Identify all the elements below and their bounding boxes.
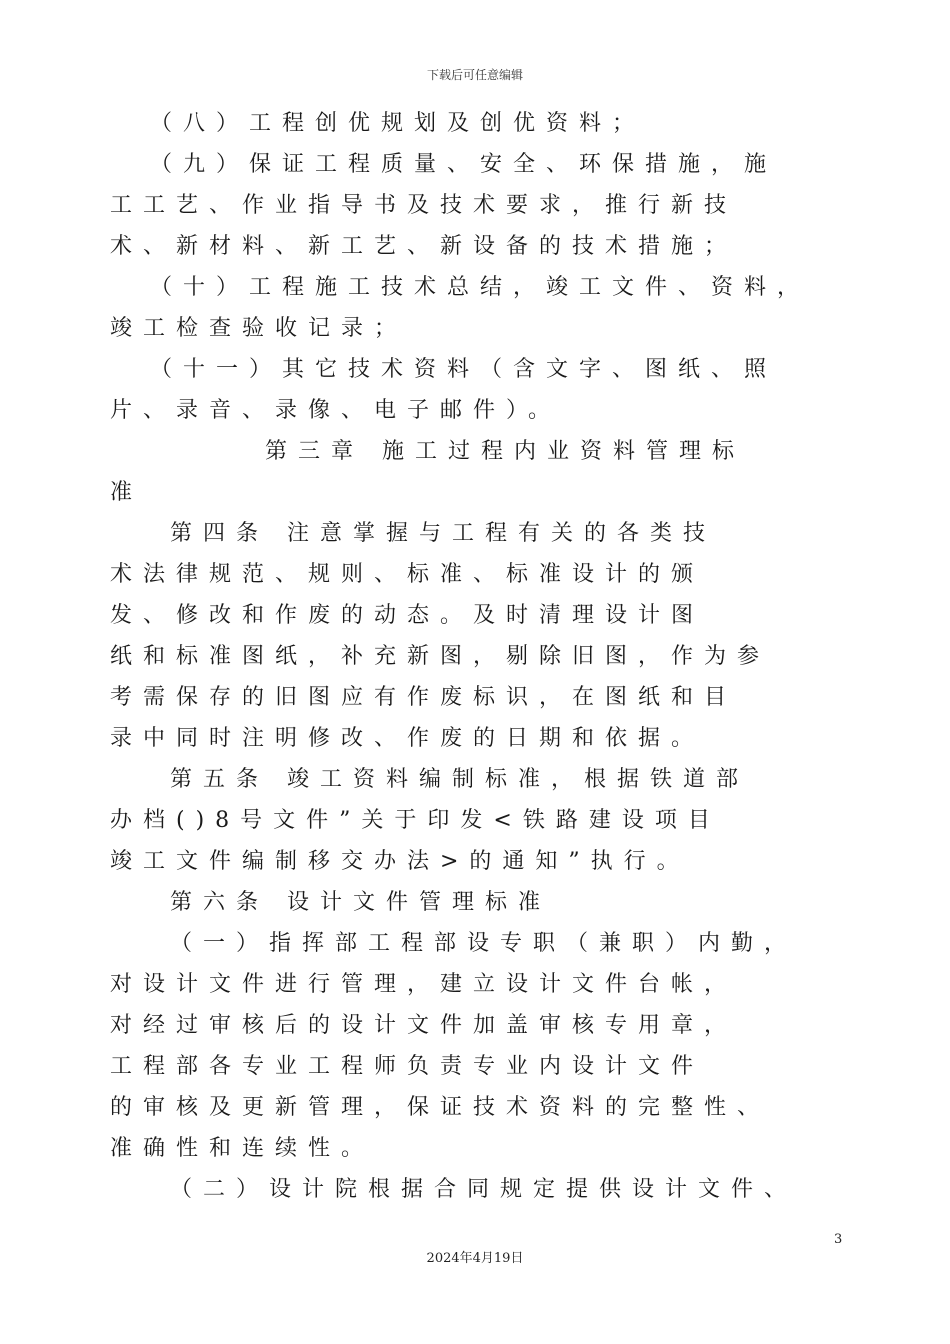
chapter-heading-continued: 准 <box>110 480 144 505</box>
text-line: （九）保证工程质量、安全、环保措施，施 <box>150 152 778 177</box>
text-line: 对经过审核后的设计文件加盖审核专用章， <box>110 1013 738 1038</box>
text-line: 办档()8号文件”关于印发<铁路建设项目 <box>110 808 721 833</box>
text-line: 术、新材料、新工艺、新设备的技术措施； <box>110 234 738 259</box>
article-heading: 第六条 设计文件管理标准 <box>170 890 551 915</box>
text-line: 工程部各专业工程师负责专业内设计文件 <box>110 1054 705 1079</box>
text-line: 竣工检查验收记录； <box>110 316 408 341</box>
text-line: 术法律规范、规则、标准、标准设计的颁 <box>110 562 705 587</box>
article-heading: 第五条 竣工资料编制标准，根据铁道部 <box>170 767 749 792</box>
text-line: （八）工程创优规划及创优资料； <box>150 111 646 136</box>
text-line: 竣工文件编制移交办法>的通知”执行。 <box>110 849 690 874</box>
text-line: 工工艺、作业指导书及技术要求，推行新技 <box>110 193 738 218</box>
text-line: 的审核及更新管理，保证技术资料的完整性、 <box>110 1095 771 1120</box>
article-heading: 第四条 注意掌握与工程有关的各类技 <box>170 521 716 546</box>
text-line: 录中同时注明修改、作废的日期和依据。 <box>110 726 705 751</box>
text-line: （十）工程施工技术总结，竣工文件、资料， <box>150 275 811 300</box>
text-line: 对设计文件进行管理，建立设计文件台帐， <box>110 972 738 997</box>
document-body <box>110 103 850 1210</box>
page-footer-date: 2024年4月19日 <box>426 1251 524 1266</box>
page-header: 下载后可任意编辑 <box>426 68 523 82</box>
text-line: 准确性和连续性。 <box>110 1136 375 1161</box>
text-line: （一）指挥部工程部设专职（兼职）内勤， <box>170 931 798 956</box>
chapter-heading: 第三章 施工过程内业资料管理标 <box>265 439 745 464</box>
text-line: 片、录音、录像、电子邮件）。 <box>110 398 562 423</box>
text-line: 发、修改和作废的动态。及时清理设计图 <box>110 603 705 628</box>
page-number: 3 <box>834 1232 843 1247</box>
text-line: 纸和标准图纸，补充新图，剔除旧图，作为参 <box>110 644 771 669</box>
text-line: （二）设计院根据合同规定提供设计文件、 <box>170 1177 798 1202</box>
text-line: 考需保存的旧图应有作废标识，在图纸和目 <box>110 685 738 710</box>
text-line: （十一）其它技术资料（含文字、图纸、照 <box>150 357 778 382</box>
